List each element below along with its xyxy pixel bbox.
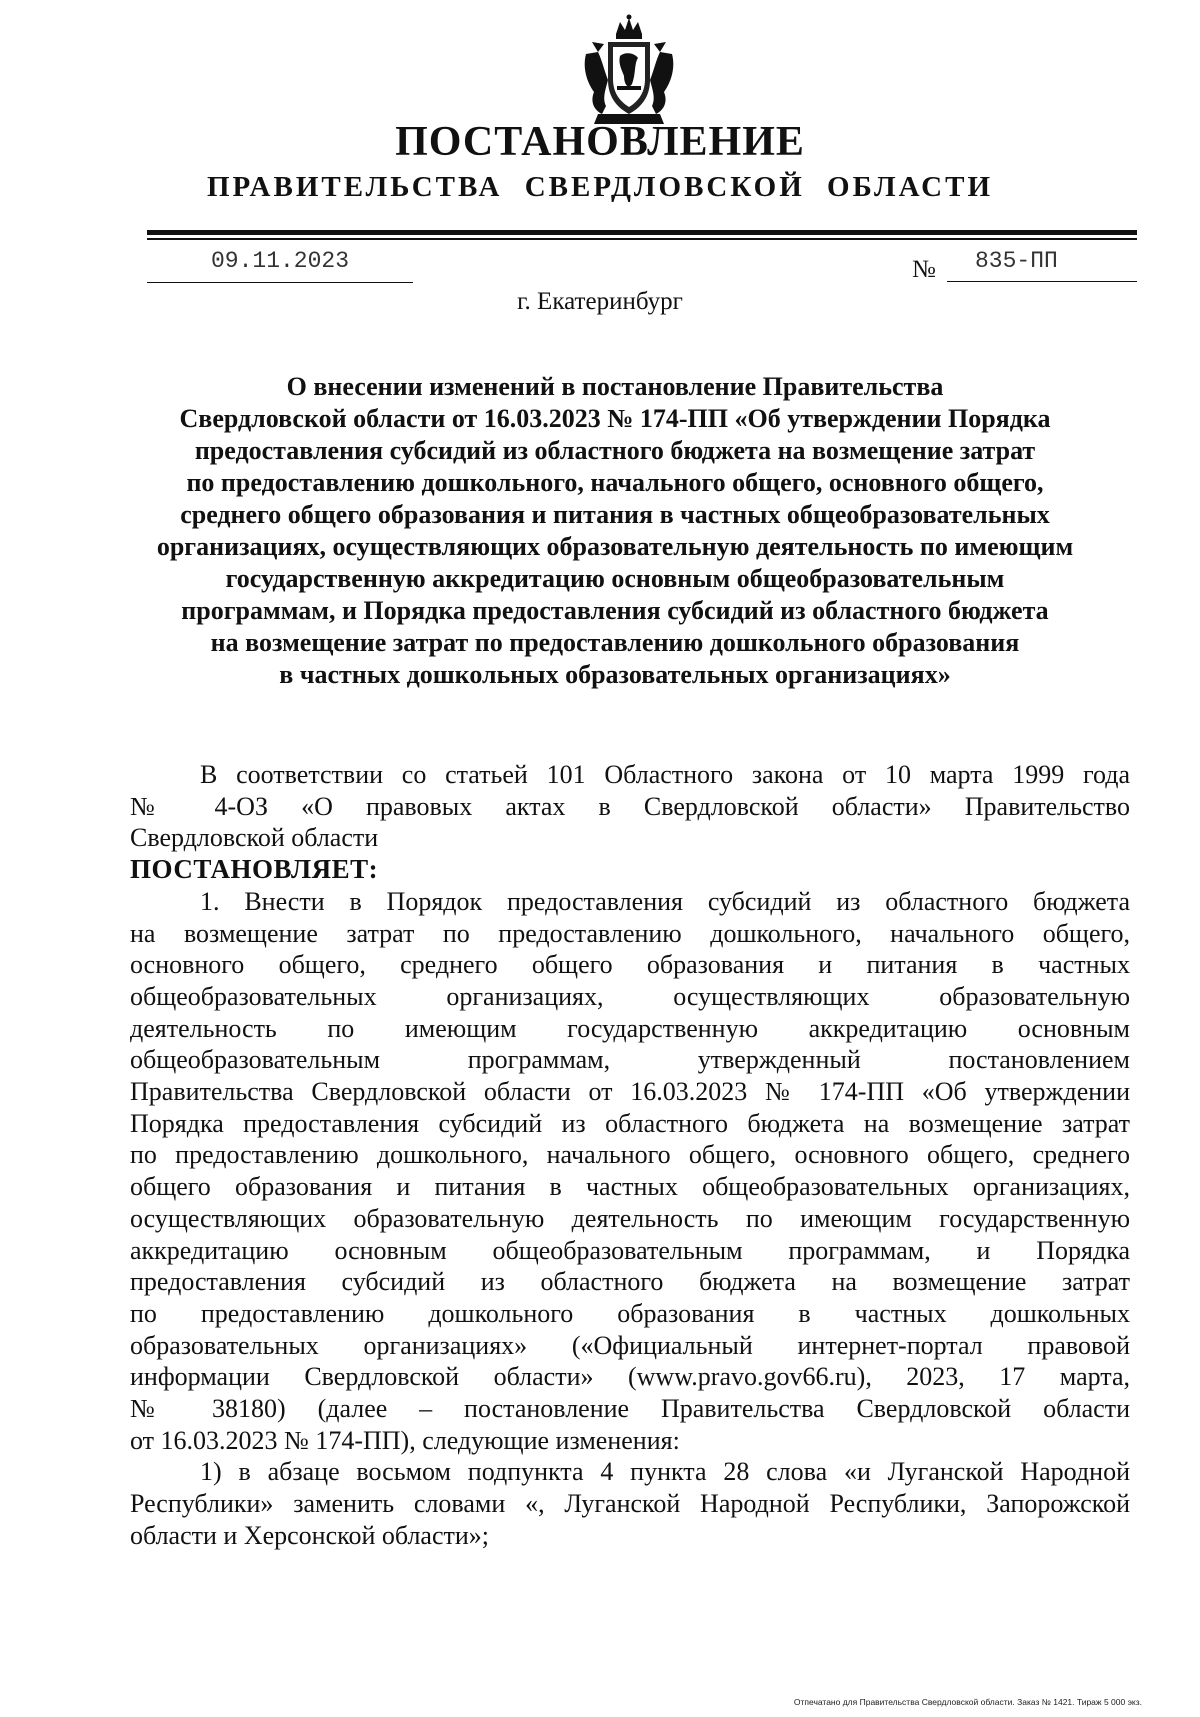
- item1-line: деятельность по имеющим государственную аккредитацию основным: [130, 1013, 1130, 1043]
- heading-line: предоставления субсидий из областного бюджета на возмещение затрат: [194, 436, 1036, 465]
- item1-line: № 38180) (далее – постановление Правительства Свердловской области: [130, 1394, 1130, 1424]
- header-divider-thin: [147, 238, 1137, 240]
- document-subtitle: ПРАВИТЕЛЬСТВА СВЕРДЛОВСКОЙ ОБЛАСТИ: [206, 171, 994, 203]
- heading-line: О внесении изменений в постановление Правительства: [286, 372, 944, 401]
- item1-line: по предоставлению дошкольного, начального общего, основного общего, среднего: [130, 1140, 1130, 1170]
- preamble-line: В соответствии со статьей 101 Областного закона от 10 марта 1999 года: [200, 760, 1130, 789]
- item1-line: от 16.03.2023 № 174-ПП), следующие изменения:: [130, 1425, 680, 1455]
- item1-line: по предоставлению дошкольного образования в частных дошкольных: [130, 1298, 1130, 1328]
- item1-line: предоставления субсидий из областного бюджета на возмещение затрат: [130, 1267, 1130, 1297]
- item1-line: образовательных организациях» («Официальный интернет-портал правовой: [130, 1330, 1130, 1360]
- print-note: Отпечатано для Правительства Свердловской области. Заказ № 1421. Тираж 5 000 экз.: [793, 1697, 1142, 1707]
- resolves-keyword: ПОСТАНОВЛЯЕТ:: [130, 854, 379, 885]
- heading-line: на возмещение затрат по предоставлению дошкольного образования: [210, 628, 1020, 657]
- document-city: г. Екатеринбург: [517, 288, 683, 315]
- heading-line: государственную аккредитацию основным общеобразовательным: [225, 564, 1005, 593]
- subitem1-line: 1) в абзаце восьмом подпункта 4 пункта 28 слова «и Луганской Народной: [200, 1457, 1130, 1487]
- document-number: 835-ПП: [947, 248, 1137, 282]
- item1-line: осуществляющих образовательную деятельность по имеющим государственную: [130, 1203, 1130, 1233]
- preamble-line: № 4-ОЗ «О правовых актах в Свердловской области» Правительство: [130, 791, 1130, 821]
- subitem1-line: области и Херсонской области»;: [130, 1520, 489, 1550]
- item1-line: основного общего, среднего общего образования и питания в частных: [130, 950, 1130, 980]
- heading-line: в частных дошкольных образовательных организациях»: [279, 660, 951, 689]
- document-body: [130, 759, 1130, 1552]
- item1-line: 1. Внести в Порядок предоставления субсидий из областного бюджета: [200, 886, 1130, 916]
- heading-line: организациях, осуществляющих образовательную деятельность по имеющим: [156, 532, 1074, 561]
- item1-line: общеобразовательным программам, утвержденный постановлением: [130, 1045, 1130, 1075]
- item1-line: общеобразовательных организациях, осуществляющих образовательную: [130, 981, 1130, 1011]
- subitem1-line: Республики» заменить словами «, Луганской Народной Республики, Запорожской: [130, 1489, 1130, 1519]
- item1-line: Правительства Свердловской области от 16.03.2023 № 174-ПП «Об утверждении: [130, 1077, 1130, 1107]
- preamble-line: Свердловской области: [130, 823, 379, 853]
- heading-line: программам, и Порядка предоставления субсидий из областного бюджета: [181, 596, 1049, 625]
- document-date: 09.11.2023: [147, 248, 413, 283]
- item1-line: Порядка предоставления субсидий из областного бюджета на возмещение затрат: [130, 1108, 1130, 1138]
- header-divider-thick: [147, 230, 1137, 235]
- item1-line: общего образования и питания в частных общеобразовательных организациях,: [130, 1172, 1130, 1202]
- heading-line: среднего общего образования и питания в частных общеобразовательных: [180, 500, 1050, 529]
- item1-line: на возмещение затрат по предоставлению дошкольного, начального общего,: [130, 918, 1130, 948]
- document-heading: [110, 371, 1120, 691]
- number-sign: №: [912, 256, 936, 283]
- heading-line: Свердловской области от 16.03.2023 № 174-ПП «Об утверждении Порядка: [179, 404, 1051, 433]
- document-title: ПОСТАНОВЛЕНИЕ: [395, 119, 805, 165]
- coat-of-arms-icon: [578, 14, 680, 126]
- item1-line: аккредитацию основным общеобразовательным программам, и Порядка: [130, 1235, 1130, 1265]
- item1-line: информации Свердловской области» (www.pravo.gov66.ru), 2023, 17 марта,: [130, 1362, 1130, 1392]
- heading-line: по предоставлению дошкольного, начального общего, основного общего,: [186, 468, 1044, 497]
